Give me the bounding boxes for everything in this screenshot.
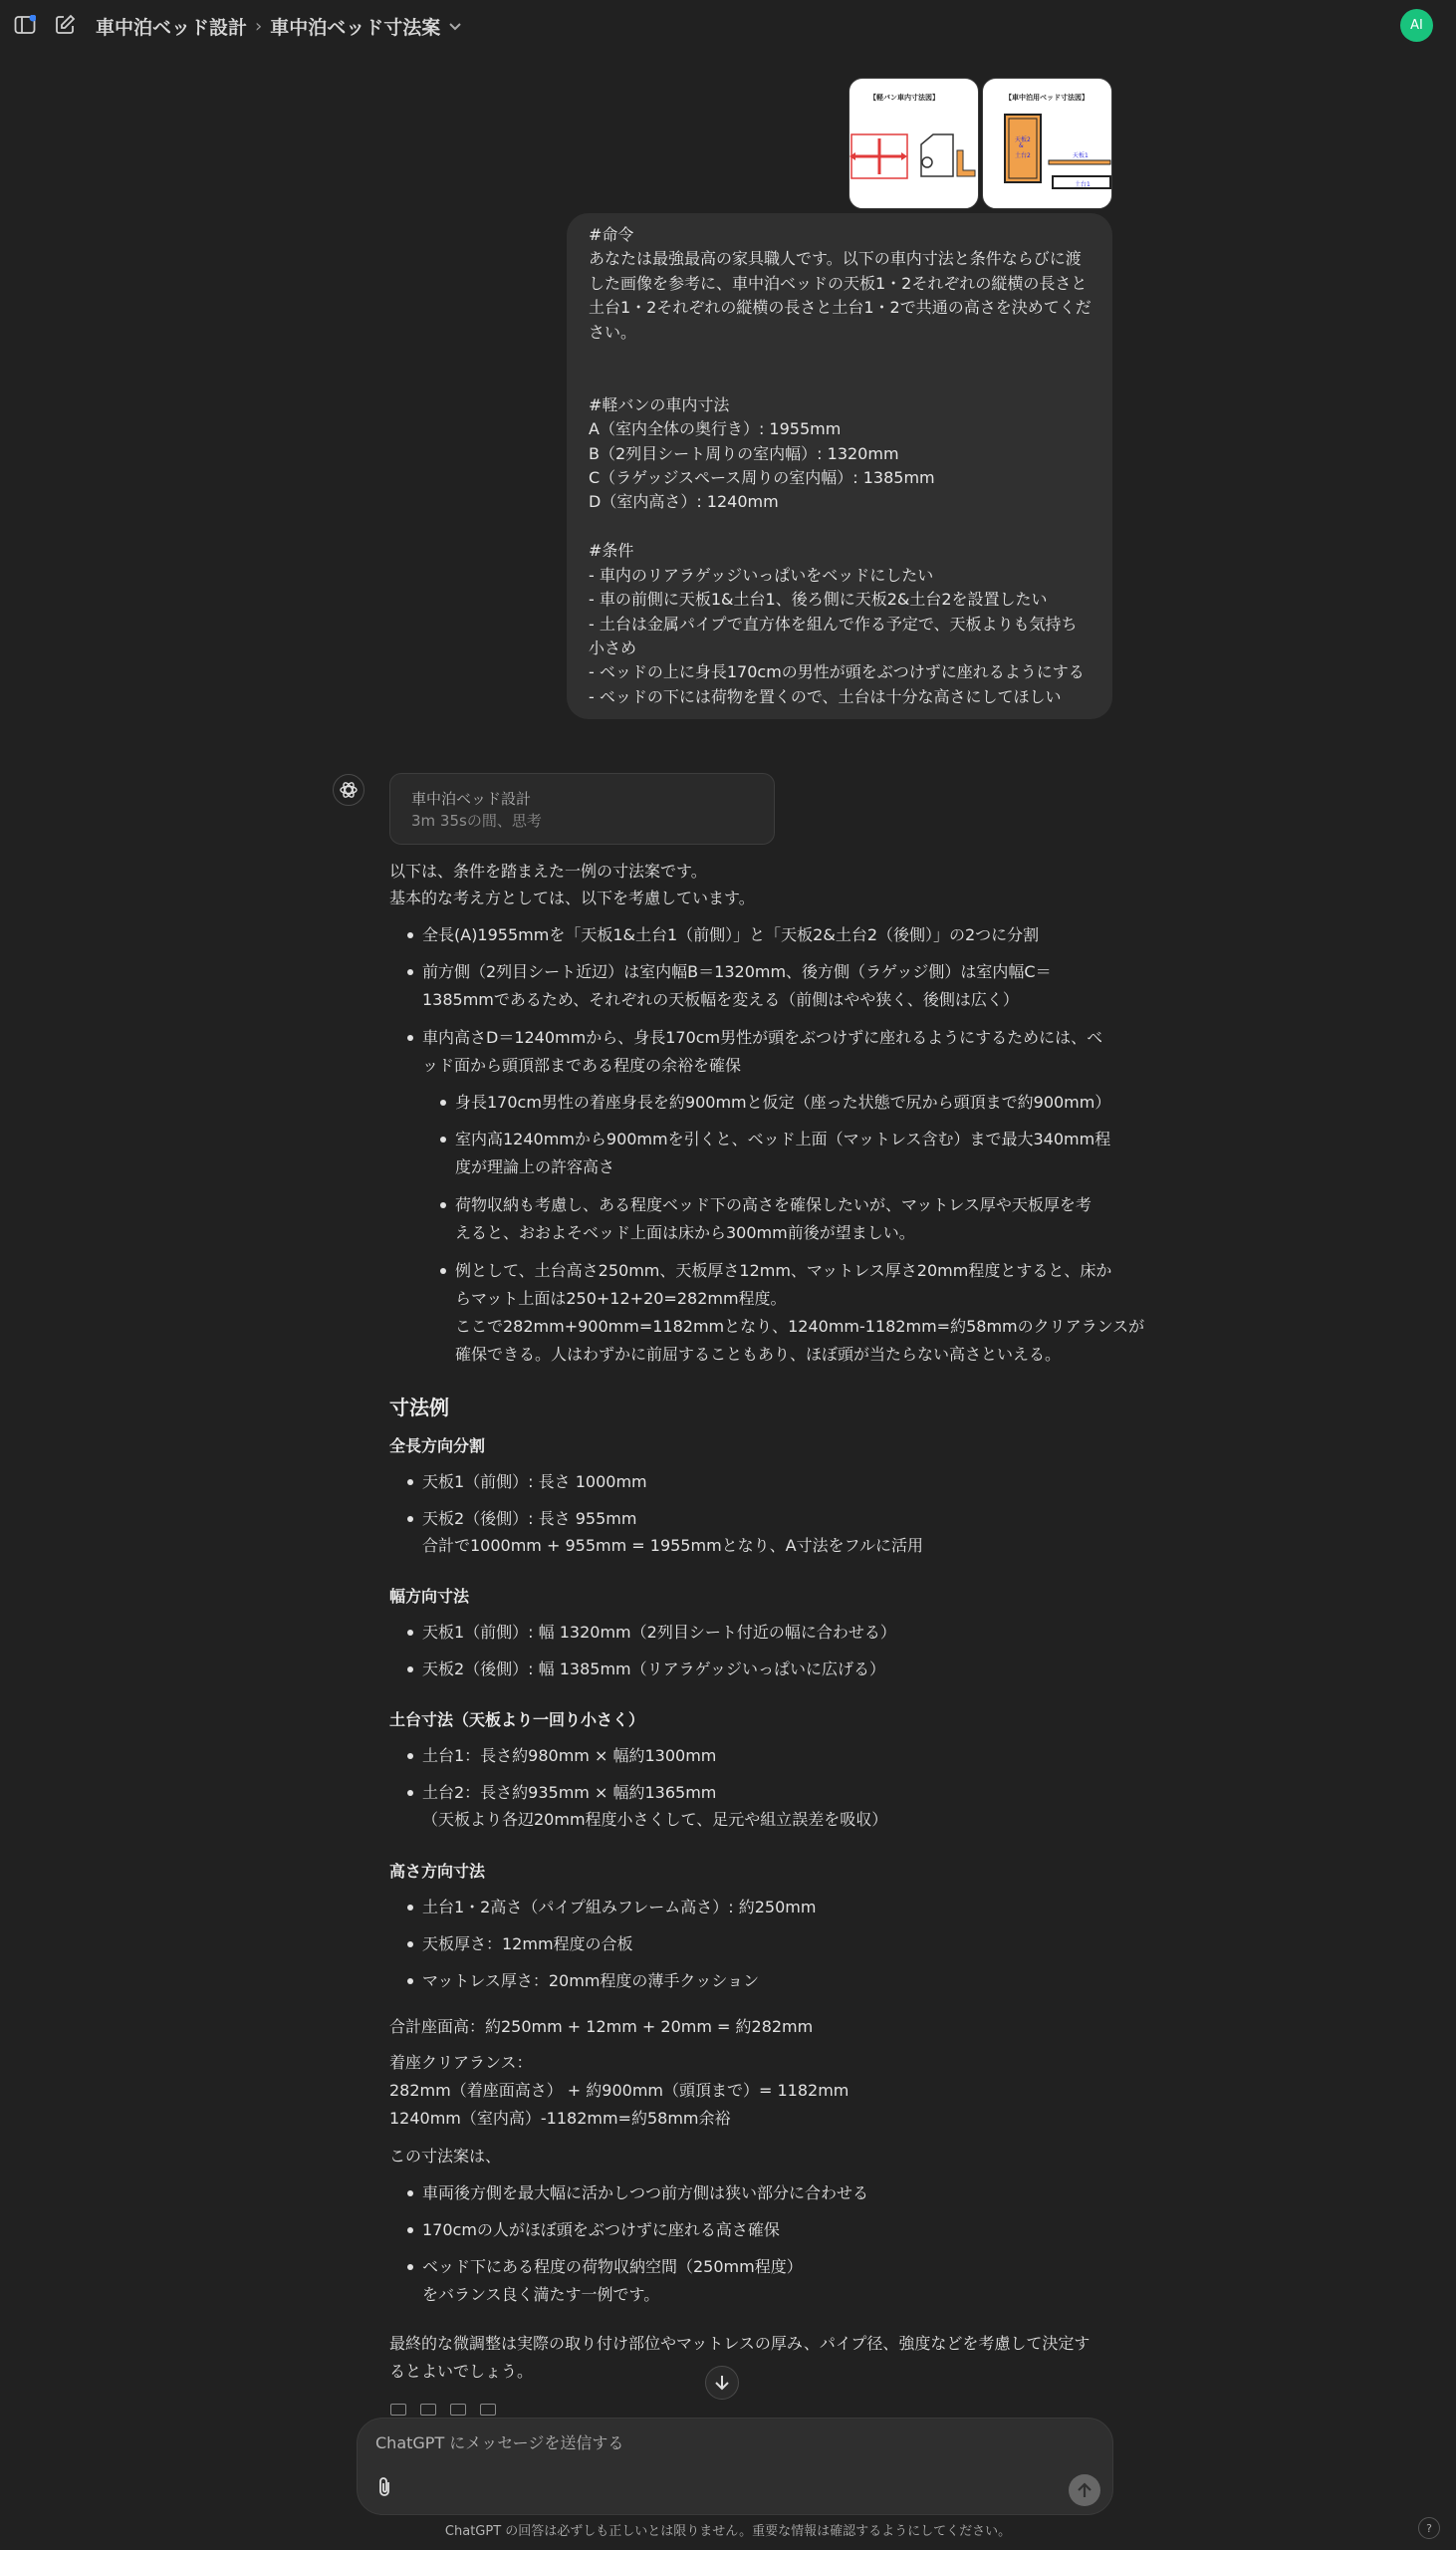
user-message-line: - 車の前側に天板1&土台1、後ろ側に天板2&土台2を設置したい [589, 590, 1048, 610]
bullet-dot [407, 1516, 413, 1522]
attachment-1-title: 【軽バン車内寸法図】 [869, 94, 939, 102]
scroll-down-button[interactable] [705, 2366, 739, 2400]
reasoning-duration: 3m 35sの間、思考 [411, 812, 542, 830]
user-message-line: した画像を参考に、車中泊ベッドの天板1・2それぞれの縦横の長さと [589, 273, 1088, 293]
answer-bullet: 車両後方側を最大幅に活かしつつ前方側は狭い部分に合わせる [422, 2183, 869, 2202]
top-bar [0, 0, 1456, 52]
send-button[interactable] [1069, 2474, 1100, 2506]
answer-bullet-cont: 合計で1000mm + 955mm = 1955mmとなり、A寸法をフルに活用 [422, 1536, 923, 1555]
subsection-heading: 全長方向分割 [389, 1436, 486, 1455]
answer-closing: 最終的な微調整は実際の取り付け部位やマットレスの厚み、パイプ径、強度などを考慮して決定す [389, 2334, 1091, 2353]
answer-bullet: 天板2（後側）: 幅 1385mm（リアラゲッジいっぱいに広げる） [422, 1659, 885, 1678]
bullet-dot [440, 1268, 446, 1274]
bullet-dot [407, 1753, 413, 1759]
bullet-dot [407, 1978, 413, 1984]
user-message-bubble [567, 213, 1112, 719]
bullet-dot [407, 2227, 413, 2233]
answer-subbullet: 荷物収納も考慮し、ある程度ベッド下の高さを確保したいが、マットレス厚や天板厚を考 [455, 1195, 1092, 1214]
breadcrumb [96, 12, 462, 40]
user-message-line: D（室内高さ）: 1240mm [589, 492, 779, 512]
bullet-dot [407, 2190, 413, 2196]
breadcrumb-separator: › [255, 15, 263, 37]
user-message-line: あなたは最強最高の家具職人です。以下の車内寸法と条件ならびに渡 [589, 249, 1082, 269]
user-message-line [589, 345, 1092, 369]
attachment-image-1[interactable] [849, 78, 979, 209]
answer-intro: 基本的な考え方としては、以下を考慮しています。 [389, 889, 755, 907]
diagram-label-base2: 土台2 [1015, 152, 1031, 159]
user-message-line: - ベッドの下には荷物を置くので、土台は十分な高さにしてほしい [589, 686, 1062, 706]
user-message-line: B（2列目シート周りの室内幅）: 1320mm [589, 443, 899, 463]
thumbs-down-icon[interactable] [480, 2404, 496, 2416]
answer-bullet: ベッド下にある程度の荷物収納空間（250mm程度） [422, 2257, 803, 2276]
read-aloud-icon[interactable] [390, 2404, 406, 2416]
message-composer[interactable] [357, 2418, 1113, 2515]
reasoning-title: 車中泊ベッド設計 [411, 790, 532, 808]
answer-bullet: 天板厚さ：12mm程度の合板 [422, 1934, 633, 1953]
user-message-line: さい。 [589, 322, 637, 342]
chatgpt-logo-icon [333, 774, 364, 806]
answer-bullet: 車内高さD＝1240mmから、身長170cm男性が頭をぶつけずに座れるようにするためには、ベ [422, 1028, 1103, 1047]
bullet-dot [407, 2264, 413, 2270]
diagram-label-top2: 天板2 [1015, 136, 1031, 143]
answer-bullet: 天板1（前側）: 幅 1320mm（2列目シート付近の幅に合わせる） [422, 1623, 896, 1642]
arrow-down-icon [715, 2375, 729, 2391]
bullet-dot [440, 1202, 446, 1208]
answer-subbullet: 例として、土台高さ250mm、天板厚さ12mm、マットレス厚さ20mm程度とすると、床か [455, 1261, 1112, 1280]
attachment-image-2[interactable] [982, 78, 1112, 209]
answer-subbullet-cont: ここで282mm+900mm=1182mmとなり、1240mm-1182mm=約58mmのクリアランスが [455, 1317, 1145, 1336]
answer-paragraph: 着座クリアランス： [389, 2053, 533, 2072]
diagram-label-base1: 土台1 [1075, 181, 1091, 188]
thumbs-up-icon[interactable] [450, 2404, 466, 2416]
answer-bullet: 土台2：長さ約935mm × 幅約1365mm [422, 1783, 717, 1802]
breadcrumb-project[interactable]: 車中泊ベッド設計 [96, 16, 248, 39]
bullet-dot [440, 1100, 446, 1106]
user-message-line: #軽バンの車内寸法 [589, 394, 730, 414]
reasoning-summary[interactable] [389, 773, 775, 845]
bullet-dot [407, 1630, 413, 1636]
subsection-heading: 幅方向寸法 [389, 1587, 470, 1606]
sidebar-toggle-icon[interactable] [12, 12, 38, 38]
message-input[interactable]: ChatGPT にメッセージを送信する [375, 2433, 624, 2452]
answer-bullet: 天板1（前側）: 長さ 1000mm [422, 1472, 647, 1491]
answer-bullet: 土台1・2高さ（パイプ組みフレーム高さ）: 約250mm [422, 1898, 817, 1916]
user-message-line: #条件 [589, 541, 634, 561]
bullet-dot [407, 932, 413, 938]
van-dimension-diagram [849, 79, 979, 209]
answer-bullet: 170cmの人がほぼ頭をぶつけずに座れる高さ確保 [422, 2220, 780, 2239]
answer-bullet-cont: （天板より各辺20mm程度小さくして、足元や組立誤差を吸収） [422, 1810, 888, 1829]
disclaimer: ChatGPT の回答は必ずしも正しいとは限りません。重要な情報は確認するようにしてください。 [444, 2524, 1012, 2539]
answer-paragraph: この寸法案は、 [389, 2147, 502, 2166]
answer-subbullet-cont: えると、おおよそベッド上面は床から300mm前後が望ましい。 [455, 1223, 915, 1242]
answer-bullet: 天板2（後側）: 長さ 955mm [422, 1509, 637, 1528]
user-message-line: - 土台は金属パイプで直方体を組んで作る予定で、天板よりも気持ち [589, 614, 1078, 634]
diagram-label-top1: 天板1 [1073, 152, 1089, 159]
user-message-line: A（室内全体の奥行き）: 1955mm [589, 419, 842, 439]
section-heading: 寸法例 [389, 1396, 449, 1419]
user-message-line: - ベッドの上に身長170cmの男性が頭をぶつけずに座れるようにする [589, 662, 1085, 682]
answer-bullet: 前方側（2列目シート近辺）は室内幅B＝1320mm、後方側（ラゲッジ側）は室内幅C＝ [422, 962, 1052, 981]
answer-bullet-cont: 1385mmであるため、それぞれの天板幅を変える（前側はやや狭く、後側は広く） [422, 990, 1019, 1009]
answer-paragraph: 282mm（着座面高さ） + 約900mm（頭頂まで）= 1182mm [389, 2081, 849, 2100]
copy-icon[interactable] [420, 2404, 436, 2416]
user-message-line [589, 369, 1092, 392]
new-chat-icon[interactable] [52, 12, 78, 38]
answer-subbullet-cont: らマット上面は250+12+20=282mm程度。 [455, 1289, 787, 1308]
answer-bullet: 全長(A)1955mmを「天板1&土台1（前側）」と「天板2&土台2（後側）」の2つに分割 [422, 925, 1040, 944]
attachment-2-title: 【車中泊用ベッド寸法図】 [1005, 94, 1089, 102]
bullet-dot [407, 1479, 413, 1485]
answer-subbullet-cont: 度が理論上の許容高さ [455, 1157, 615, 1176]
answer-bullet: 土台1：長さ約980mm × 幅約1300mm [422, 1746, 717, 1765]
subsection-heading: 土台寸法（天板より一回り小さく） [389, 1710, 645, 1729]
user-message-line: #命令 [589, 225, 634, 244]
user-message-line [589, 515, 1092, 539]
help-button[interactable]: ? [1418, 2517, 1440, 2539]
avatar[interactable]: AI [1400, 9, 1433, 42]
answer-closing: るとよいでしょう。 [389, 2362, 534, 2381]
user-message-line: 土台1・2それぞれの縦横の長さと土台1・2で共通の高さを決めてくだ [589, 298, 1092, 318]
bullet-dot [407, 1941, 413, 1947]
bed-dimension-diagram [983, 79, 1112, 209]
user-message-line: 小さめ [589, 638, 637, 657]
bullet-dot [407, 1905, 413, 1911]
answer-paragraph: 1240mm（室内高）-1182mm=約58mm余裕 [389, 2109, 731, 2128]
answer-subbullet: 身長170cm男性の着座身長を約900mmと仮定（座った状態で尻から頭頂まで約900mm） [455, 1093, 1111, 1112]
answer-bullet: マットレス厚さ：20mm程度の薄手クッション [422, 1971, 760, 1990]
user-message-line: C（ラゲッジスペース周りの室内幅）: 1385mm [589, 468, 935, 488]
answer-intro: 以下は、条件を踏まえた一例の寸法案です。 [389, 862, 707, 881]
answer-subbullet: 室内高1240mmから900mmを引くと、ベッド上面（マットレス含む）まで最大340mm程 [455, 1130, 1111, 1148]
bullet-dot [407, 1035, 413, 1041]
chevron-down-icon[interactable] [448, 15, 462, 37]
bullet-dot [407, 1790, 413, 1796]
answer-subbullet-cont: 確保できる。人はわずかに前屈することもあり、ほぼ頭が当たらない高さといえる。 [455, 1345, 1062, 1364]
message-actions [390, 2404, 496, 2416]
breadcrumb-chat-title[interactable]: 車中泊ベッド寸法案 [270, 16, 441, 39]
bullet-dot [407, 1666, 413, 1672]
answer-bullet-cont: ッド面から頭頂部まである程度の余裕を確保 [422, 1056, 742, 1075]
diagram-label-amp: & [1019, 142, 1024, 149]
arrow-up-icon [1078, 2482, 1092, 2498]
subsection-heading: 高さ方向寸法 [389, 1862, 486, 1881]
answer-paragraph: 合計座面高：約250mm + 12mm + 20mm = 約282mm [389, 2017, 814, 2036]
user-message-line: - 車内のリアラゲッジいっぱいをベッドにしたい [589, 565, 934, 585]
bullet-dot [407, 969, 413, 975]
answer-bullet-cont: をバランス良く満たす一例です。 [422, 2285, 660, 2304]
bullet-dot [440, 1137, 446, 1143]
attach-icon[interactable] [375, 2476, 393, 2502]
